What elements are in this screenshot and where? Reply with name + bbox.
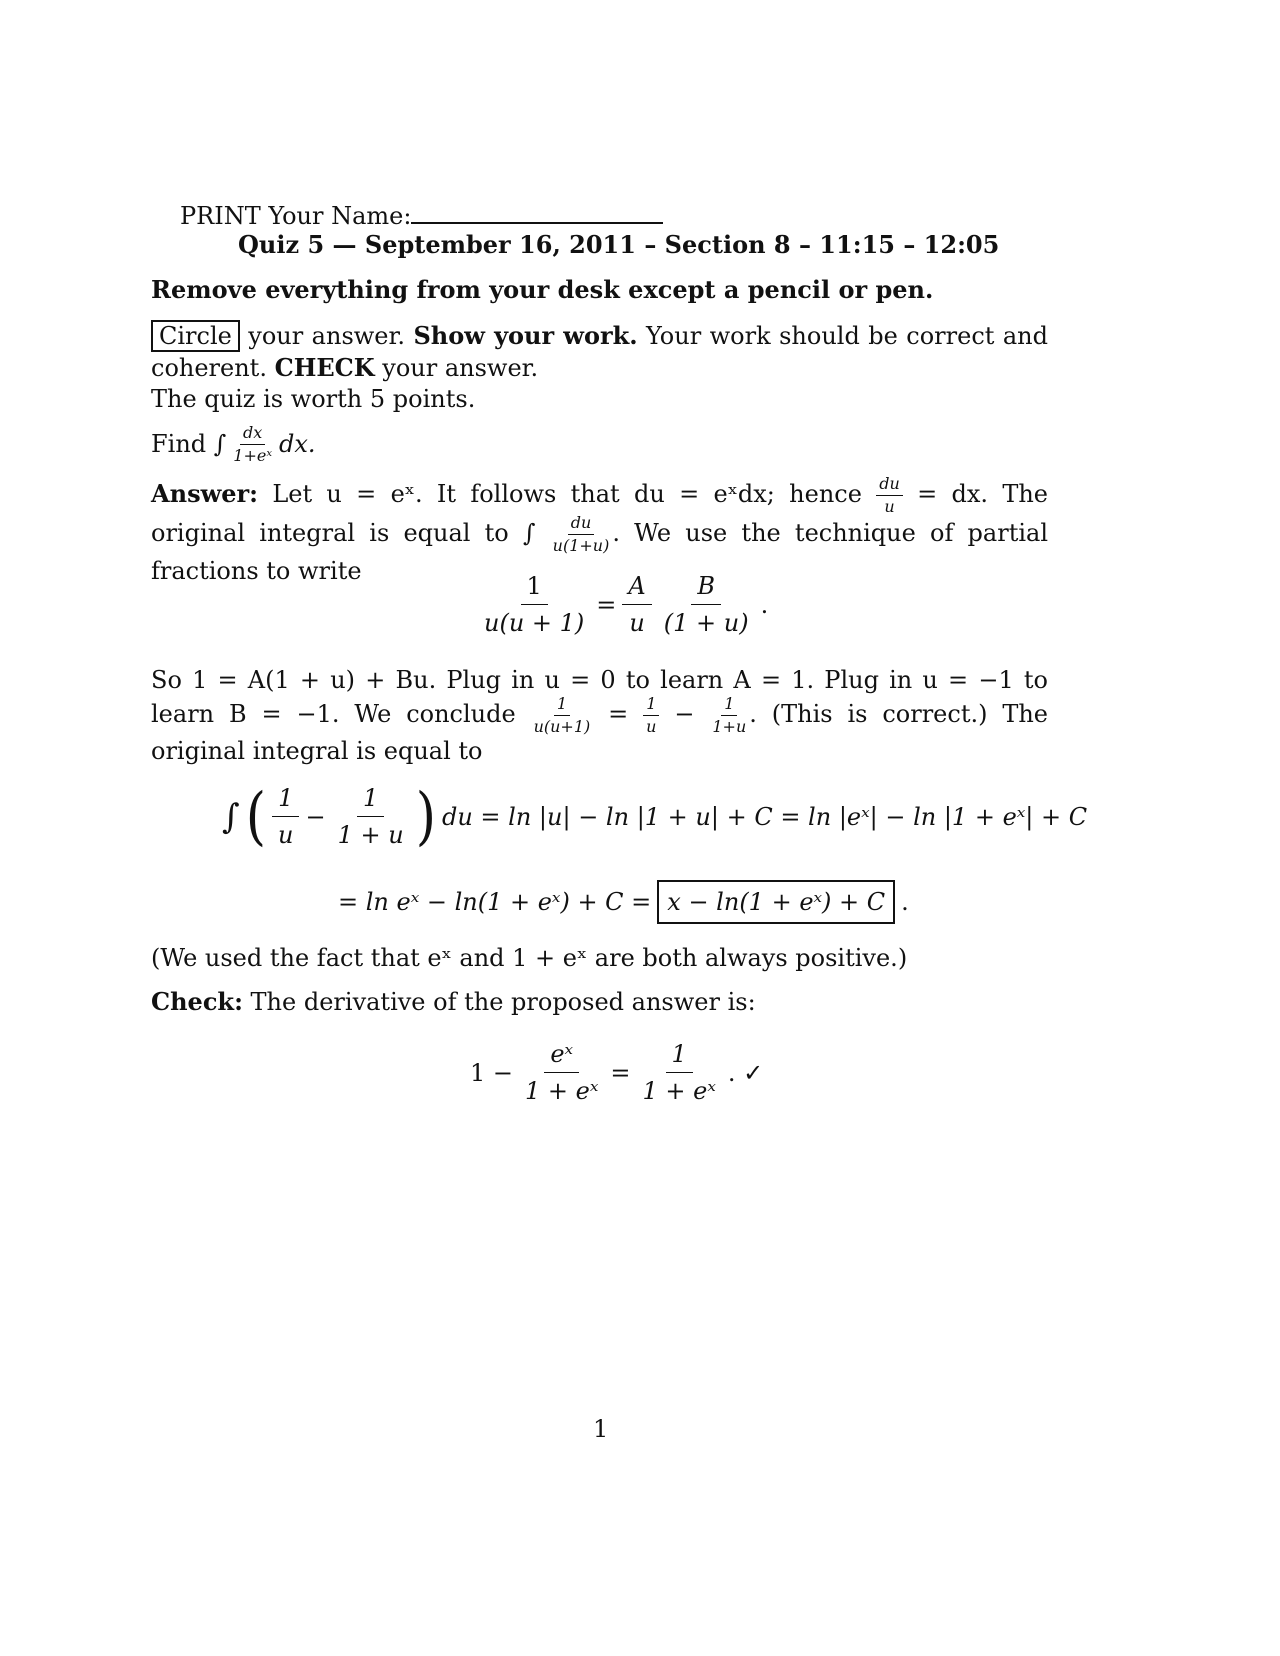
positive-note: (We used the fact that eˣ and 1 + eˣ are both always positive.) <box>151 944 908 972</box>
integral-line-1: ∫ ( $\frac{1}{u}$ − $\frac{1}{1 + u}$ ) du = ln |u| − ln |1 + u| + C = ln |eˣ| − ln |1 + eˣ| + C <box>222 780 1088 853</box>
check-text: CHECK <box>274 353 375 382</box>
du-over-u1u: $\frac{du}{u(1+u)}$ <box>552 513 610 555</box>
conclusion-paragraph: So 1 = A(1 + u) + Bu. Plug in u = 0 to learn A = 1. Plug in u = −1 to learn B = −1. We conclude $\frac{1}{u(u+1)}$ = $\frac{1}{u}$ − $\frac{1}{1+u}$ . (This is correct.) The original integral is equal to <box>151 666 1049 765</box>
answer-label: Answer: <box>151 479 259 508</box>
problem-fraction: $\frac{dx}{\text{1+eˣ}}$ <box>233 423 273 465</box>
quiz-title: Quiz 5 — September 16, 2011 – Section 8 – 11:15 – 12:05 <box>238 230 1000 259</box>
du-over-u: $\frac{du}{u}$ <box>876 476 903 515</box>
show-work-text: Show your work. <box>413 321 638 350</box>
checkmark-icon: . ✓ <box>727 1058 764 1087</box>
name-field <box>180 200 663 231</box>
remove-instruction: Remove everything from your desk except a pencil or pen. <box>151 275 934 304</box>
name-label: PRINT Your Name: <box>180 202 412 230</box>
final-answer-box: x − ln(1 + eˣ) + C <box>657 880 895 924</box>
check-label: Check: <box>151 987 243 1016</box>
answer-paragraph: Answer: Let u = eˣ. It follows that du = eˣdx; hence $\frac{du}{u}$ = dx. The original integral is equal to ∫ $\frac{du}{u(1+u)}$ . We use the technique of partial fractions to write <box>151 474 1049 585</box>
integral-line-2: = ln eˣ − ln(1 + eˣ) + C = x − ln(1 + eˣ) + C . <box>338 880 909 924</box>
problem-statement: Find ∫ $\frac{dx}{\text{1+eˣ}}$ dx. <box>151 423 316 465</box>
circle-box: Circle <box>151 320 240 352</box>
check-statement: Check: The derivative of the proposed answer is: <box>151 987 756 1016</box>
name-blank-line[interactable] <box>411 200 663 224</box>
partial-fraction-equation: $\frac{1}{u(u + 1)}$ = $\frac{A}{u}$ $\frac{B}{(1 + u)}$ . <box>484 572 769 637</box>
instructions-paragraph: Circle your answer. Show your work. Your work should be correct and coherent. CHECK your answer. The quiz is worth 5 points. <box>151 321 1048 413</box>
page-number: 1 <box>593 1415 609 1443</box>
derivative-equation: 1 − $\frac{\text{eˣ}}{\text{1 + eˣ}}$ = $\frac{1}{\text{1 + eˣ}}$ . ✓ <box>470 1040 764 1105</box>
worth-text: The quiz is worth 5 points. <box>151 385 476 413</box>
